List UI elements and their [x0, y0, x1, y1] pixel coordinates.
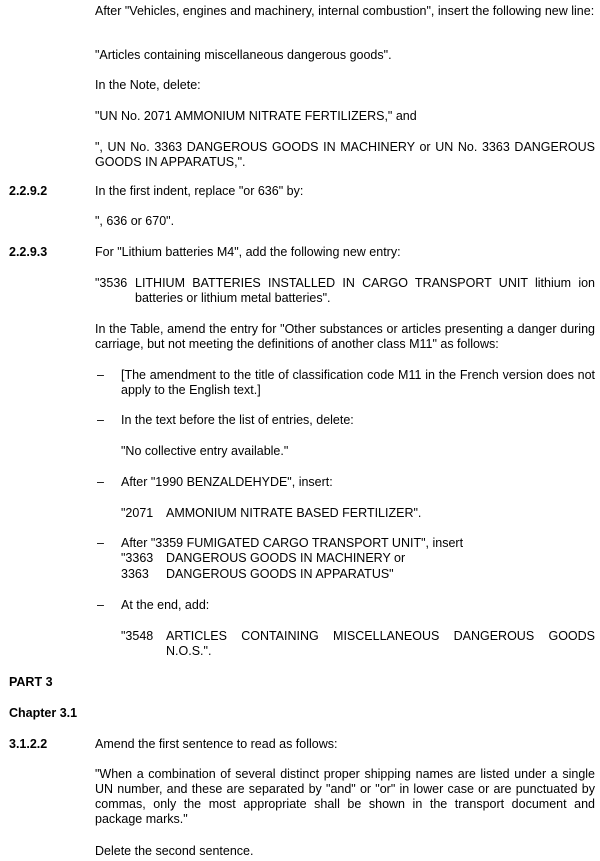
intro-in-note-delete: In the Note, delete:: [95, 78, 201, 92]
dash-bullet: –: [97, 368, 104, 382]
intro-un3363-line: ", UN No. 3363 DANGEROUS GOODS IN MACHINERY or UN No. 3363 DANGEROUS GOODS IN APPARATUS,".: [95, 140, 595, 169]
entry-3363-apparatus-text: DANGEROUS GOODS IN APPARATUS": [166, 567, 394, 581]
part-3-heading: PART 3: [9, 675, 53, 689]
entry-3548-text: ARTICLES CONTAINING MISCELLANEOUS DANGEROUS GOODS N.O.S.".: [166, 629, 595, 658]
section-number-2292: 2.2.9.2: [9, 184, 48, 198]
entry-3363-machinery-text: DANGEROUS GOODS IN MACHINERY or: [166, 551, 406, 565]
item-after-1990: After "1990 BENZALDEHYDE", insert:: [121, 475, 333, 489]
item-delete-quote: "No collective entry available.": [121, 444, 289, 458]
section-number-2293: 2.2.9.3: [9, 245, 48, 259]
entry-3536-text: LITHIUM BATTERIES INSTALLED IN CARGO TRANSPORT UNIT lithium ion batteries or lithium metal batteries".: [135, 276, 595, 305]
entry-3363-apparatus-number: 3363: [121, 567, 149, 581]
item-delete-text: In the text before the list of entries, delete:: [121, 413, 354, 427]
entry-2071-text: AMMONIUM NITRATE BASED FERTILIZER".: [166, 506, 422, 520]
item-m11-note: [The amendment to the title of classification code M11 in the French version does not apply to the English text.]: [121, 368, 595, 397]
dash-bullet: –: [97, 598, 104, 612]
s2293-instruction: For "Lithium batteries M4", add the following new entry:: [95, 245, 401, 259]
entry-2071-number: "2071: [121, 506, 154, 520]
chapter-3-1-heading: Chapter 3.1: [9, 706, 78, 720]
item-after-3359: After "3359 FUMIGATED CARGO TRANSPORT UNIT", insert: [121, 536, 464, 550]
intro-articles-line: "Articles containing miscellaneous dangerous goods".: [95, 48, 392, 62]
entry-3548-number: "3548: [121, 629, 154, 643]
s2293-table-amend: In the Table, amend the entry for "Other substances or articles presenting a danger during carriage, but not meeting the definitions of another class M11" as follows:: [95, 322, 595, 351]
s2292-replacement: ", 636 or 670".: [95, 214, 175, 228]
s2292-instruction: In the first indent, replace "or 636" by:: [95, 184, 304, 198]
dash-bullet: –: [97, 475, 104, 489]
dash-bullet: –: [97, 536, 104, 550]
item-at-the-end: At the end, add:: [121, 598, 210, 612]
s3122-instruction: Amend the first sentence to read as follows:: [95, 737, 338, 751]
intro-un2071-line: "UN No. 2071 AMMONIUM NITRATE FERTILIZERS," and: [95, 109, 417, 123]
entry-3536-number: "3536: [95, 276, 128, 290]
s3122-delete-second: Delete the second sentence.: [95, 844, 254, 858]
entry-3363-machinery-number: "3363: [121, 551, 154, 565]
intro-after-vehicles: After "Vehicles, engines and machinery, internal combustion", insert the following new line:: [95, 4, 595, 18]
dash-bullet: –: [97, 413, 104, 427]
section-number-3122: 3.1.2.2: [9, 737, 48, 751]
s3122-quote: "When a combination of several distinct proper shipping names are listed under a single UN number, and these are separated by "and" or "or" in lower case or are punctuated by commas, only the most appropriate shall be shown in the transport document and package marks.": [95, 767, 595, 826]
